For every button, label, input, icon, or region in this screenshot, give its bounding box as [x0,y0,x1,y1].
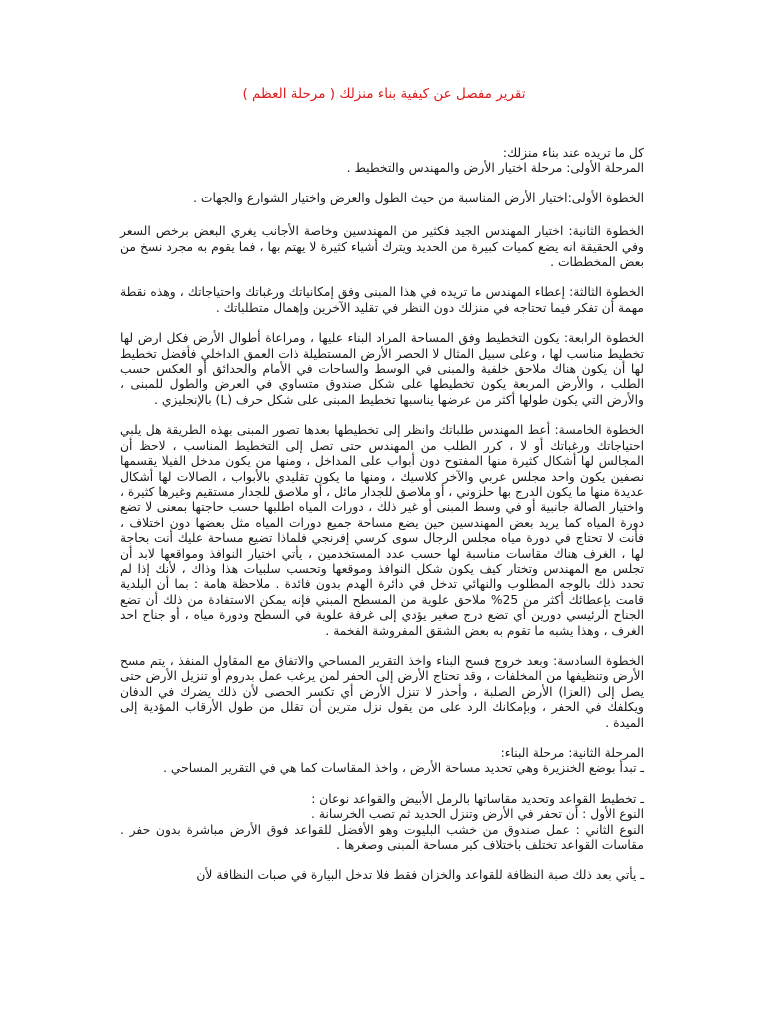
paragraph-step-3: الخطوة الثالثة: إعطاء المهندس ما تريده في هذا المبنى وفق إمكانياتك ورغباتك واحتياجاتك ، وهذه نقطة مهمة أن تفكر فيما تحتاجه في منزلك دون النظر في تقليد الآخرين وإهمال متطلباتك . [120,285,644,315]
paragraph-step-2: الخطوة الثانية: اختيار المهندس الجيد فكثير من المهندسين وخاصة الأجانب يغري البعض برخص السعر وفي الحقيقة انه يضع كميات كبيرة من الحديد ويترك أشياء كثيرة لا يهتم بها ، فما يقوم به مجرد نسخ من بعض المخططات . [120,224,644,270]
paragraph-step-4: الخطوة الرابعة: يكون التخطيط وفق المساحة المراد البناء عليها ، ومراعاة أطوال الأرض فكل ارض لها تخطيط مناسب لها ، وعلى سبيل المثال لا الحصر الأرض المستطيلة ذات العمق الداخلي فأفضل تخطيط لها أن يكون هناك ملاحق خلفية والمبنى في الوسط والساحات في الأمام والحدائق أو العكس حسب الطلب ، والأرض المربعة يكون تخطيطها على شكل صندوق متساوي في العرض والطول للمبنى ، والأرض التي يكون طولها أكثر من عرضها يناسبها تخطيط المبنى على شكل حرف (L) بالإنجليزي . [120,331,644,407]
document-body [120,146,644,899]
paragraph-foundations: ـ تخطيط القواعد وتحديد مقاساتها بالرمل الأبيض والقواعد نوعان : النوع الأول : أن تحفر في الأرض وتنزل الحديد ثم تصب الخرسانة . النوع الثاني : عمل صندوق من خشب البليوت وهو الأفضل للقواعد فوق الأرض مباشرة بدون حفر . مقاسات القواعد تختلف باختلاف كبر مساحة المبنى وصغرها . [120,791,644,853]
document-title: تقرير مفصل عن كيفية بناء منزلك ( مرحلة العظم ) [242,86,526,102]
paragraph-step-6: الخطوة السادسة: وبعد خروج فسح البناء واخذ التقرير المساحي والاتفاق مع المقاول المنفذ ، يتم مسح الأرض وتنظيفها من المخلفات ، وقد تحتاج الأرض إلى الحفر لمن يرغب عمل بدروم أو تنزيل الأرض حتى يصل إلى (العزا) الأرض الصلبة ، وأحذر لا تنزل الأرض أي تكسر الحصى لأن ذلك يضرك في الدفان ويكلفك في الحفر ، وبإمكانك الرد على من يقول نزل مترين أن تقلل من طول الأرقاب المؤدية إلى الميدة . [120,653,644,730]
paragraph-step-5: الخطوة الخامسة: أعط المهندس طلباتك وانظر إلى تخطيطها بعدها تصور المبنى بهذه الطريقة هل يلبي احتياجاتك ورغباتك أو لا ، كرر الطلب من المهندس حتى تصل إلى التخطيط المناسب ، لاحظ أن المجالس لها أشكال كثيرة منها المفتوح دون أبواب على المداخل ، ومنها من يكون مدخل الفيلا يقسمها نصفين يكون واحد مجلس عربي والآخر كلاسيك ، ومنها ما يكون تقليدي بالأبواب ، الصالات لها أشكال عديدة منها ما يكون الدرج بها حلزوني ، أو ملاصق للجدار مائل ، أو ملاصق للجدار مستقيم وغيرها كثيرة ، واختيار الصالة جانبية أو في وسط المبنى أو غير ذلك ، دورات المياه اطلبها حسب حاجتها بمعنى لا تضع دورة المياه كما يريد بعض المهندسين حين يضع مساحة جميع دورات المياه مثل بعضها دون اختلاف ، فأنت لا تحتاج في دورة مياه مجلس الرجال سوى كرسي إفرنجي فلماذا تضيع مساحة عليك أنت بحاجة لها ، الغرف هناك مقاسات مناسبة لها حسب عدد المستخدمين ، يأتي اختيار النوافذ ومواقعها لابد أن تجلس مع المهندس وتختار كيف يكون شكل النوافذ وموقعها وتحسب سلبيات هذا وذاك ، لأنك إذا لم تحدد ذلك بالوجه المطلوب والنهائي تدخل في دائرة الهدم بدون فائدة . ملاحظة هامة : بما أن البلدية قامت بإعطائك أكثر من 25% ملاحق علوية من المسطح المبني فإنه يمكن الاستفادة من ذلك أن تضع الجناح الرئيسي دورين أي تضع درج صغير يؤدي إلى غرفة علوية في السطح ودورة مياه ، أو جناح احد الغرف ، وهذا يشبه ما تقوم به بعض الشقق المفروشة الفخمة . [120,423,644,638]
paragraph-step-1: الخطوة الأولى:اختيار الأرض المناسبة من حيث الطول والعرض واختيار الشوارع والجهات . [193,190,644,205]
paragraph-phase-2: المرحلة الثانية: مرحلة البناء: ـ تبدأ بوضع الخنزيرة وهي تحديد مساحة الأرض ، واخذ المقاسات كما هي في التقرير المساحي . [163,746,644,776]
paragraph-intro: كل ما تريده عند بناء منزلك: المرحلة الأولى: مرحلة اختيار الأرض والمهندس والتخطيط . [346,146,644,176]
paragraph-cleaning-pour: ـ يأتي بعد ذلك صبة النظافة للقواعد والخزان فقط فلا تدخل البيارة في صبات النظافة لأن [196,868,644,883]
